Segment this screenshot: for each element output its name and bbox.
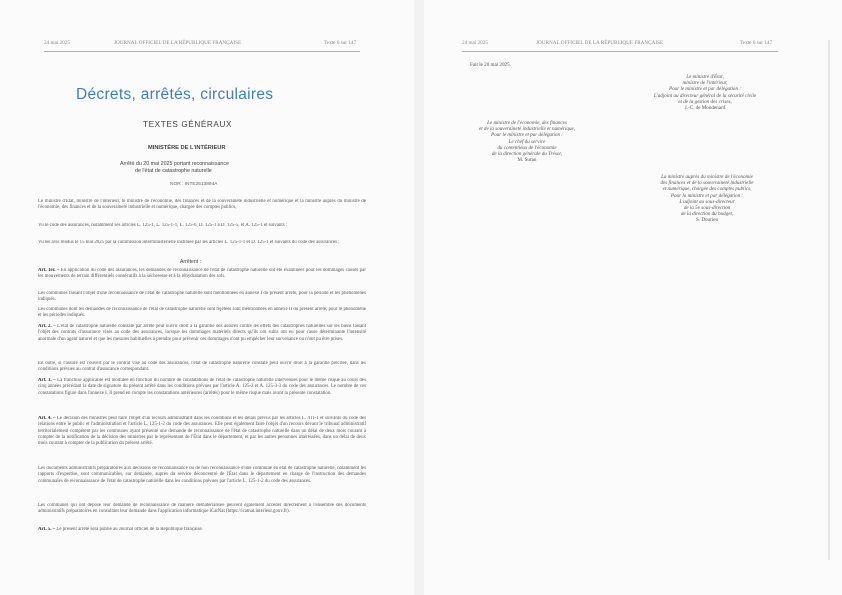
vu-code: Vu le code des assurances, notamment ses articles L. 125-1, L. 125-1-1, L. 125-6, D. 125-1 à D. 125-5, et A. 125-1 et suivants ; [38, 223, 288, 228]
sig-line: de la direction générale du Trésor, [491, 151, 563, 158]
header-journal: JOURNAL OFFICIEL DE LA RÉPUBLIQUE FRANÇAISE [114, 40, 242, 46]
textes-generaux: TEXTES GÉNÉRAUX [143, 120, 233, 129]
vu-avis: Vu les avis rendus le 15 mai 2025 par la commission interministérielle instituée par les articles L. 125-1-1 et D. 125-1 et suivants du code des assurances ; [38, 240, 340, 245]
signatory-name: M. Suran [517, 157, 537, 164]
header-journal: JOURNAL OFFICIEL DE LA RÉPUBLIQUE FRANÇAISE [536, 40, 664, 46]
signatory-name: J.-C. de Mondenard [684, 105, 726, 112]
preamble: Le ministre d'État, ministre de l'intérieur, le ministre de l'économie, des finances et de la souveraineté industrielle et numérique et la ministre auprès du ministre de l'économie, des finances et de la souveraineté industrielle et numérique, chargée des comptes publics, [38, 199, 366, 211]
sig-line: Pour le ministre et par délégation : [491, 132, 563, 139]
article-4-text: Le décision des ministres peut faire l'objet d'un recours administratif dans les conditions et les délais prévus par les articles L. 411-1 et suivants du code des relations entre le public et l'administration et l'article L. 125-1-2 du code des assurances. Elle peut également faire l'objet d'un recours devant le tribunal administratif territorialement compétent par les communes ayant présenté une demande de reconnaissance de l'état de catastrophe naturelle dans un délai de deux mois courant à compter de la notification de la décision des ministres par le représentant de l'État dans le département, et par les autres personnes intéressées, dans un délai de deux mois courant à compter de la publication du présent arrêté. [38, 416, 366, 447]
left-page [0, 0, 414, 595]
sig-line: L'adjoint au directeur général de la sécurité civile [653, 92, 757, 99]
sig-line: de la direction du budget, [680, 211, 734, 218]
article-3-label: Art. 3. – [38, 378, 56, 383]
header-date: 24 mai 2025 [44, 40, 70, 46]
sig-line: de la 5e sous-direction [683, 205, 731, 212]
sig-line: Le ministre d'État, [686, 74, 724, 80]
header-rule [44, 51, 360, 52]
signature-comptes-publics [622, 174, 792, 224]
header-rule [462, 51, 778, 52]
article-2-label: Art. 2. – [38, 324, 56, 329]
sig-line: et de la gestion des crises, [678, 98, 732, 105]
sig-line: et numérique, chargée des comptes publics, [662, 186, 752, 193]
arrete-title-line2: de l'état de catastrophe naturelle [135, 168, 212, 174]
article-1-text: En application du code des assurances, les demandes de reconnaissance de l'état de catastrophe naturelle ont été examinées pour les dommages causés par les mouvements de terrain différentiels consécutifs à la sécheresse et à la réhydratation des sols. [38, 268, 366, 280]
article-4-p3: Les communes qui ont déposé leur demande de reconnaissance de manière dématérialisée peuvent également accéder directement à l'ensemble des documents administratifs préparatoires en consultant leur demande dans l'application informatique iCatNat (https://icatnat.interieur.gouv.fr). [38, 503, 366, 515]
arrete-title-line1: Arrêté du 20 mai 2025 portant reconnaissance [120, 161, 229, 167]
article-5 [38, 527, 366, 534]
sig-line: Le chef du service [508, 138, 546, 145]
article-2-text: L'état de catastrophe naturelle constaté par arrêté peut ouvrir droit à la garantie des assurés contre les effets des catastrophes naturelles sur les biens faisant l'objet des contrats d'assurance visés au code des assurances, lorsque les dommages matériels directs qu'ils ont subis ont eu pour cause déterminante l'intensité anormale d'un agent naturel et que les mesures habituelles à prendre pour prévenir ces dommages n'ont pu empêcher leur survenance ou n'ont pu être prises. [38, 324, 366, 342]
right-page [424, 0, 842, 595]
sig-line: L'adjoint au sous-directeur [679, 198, 735, 205]
ministere-heading: MINISTÈRE DE L'INTÉRIEUR [148, 145, 226, 151]
sig-line: des finances et de la souveraineté industrielle [660, 180, 754, 187]
article-5-label: Art. 5. – [38, 527, 56, 532]
section-title: Décrets, arrêtés, circulaires [76, 86, 274, 103]
nor-reference: NOR : INTE2513894A [170, 182, 218, 187]
fait-le: Fait le 20 mai 2025. [470, 62, 511, 68]
signatory-name: S. Dourieu [695, 217, 719, 224]
article-5-text: Le présent arrêté sera publié au Journal officiel de la République française. [56, 527, 203, 532]
article-3-text: La franchise applicable est modulée en fonction du nombre de constatations de l'état de catastrophe naturelle intervenues pour le même risque au cours des cinq années précédant la date de signature du présent arrêté dans les conditions prévues par l'article A. 125-2 et A. 125-3-3 du code des assurances. Le nombre de ces constatations figure dans l'annexe I. Il prend en compte les constatations antérieures (arrêtés) pour le même risque mais avant la présente constatation. [38, 378, 366, 396]
signature-economie [442, 120, 612, 163]
sig-line: Pour la ministre et par délégation : [670, 192, 744, 199]
sig-line: Pour le ministre et par délégation : [669, 86, 741, 93]
article-1 [38, 268, 366, 287]
article-4 [38, 416, 366, 460]
article-1-p3: Les communes dont les demandes de reconnaissance de l'état de catastrophe naturelle sont rejetées sont mentionnées en annexe II du présent arrêté, pour le phénomène et les périodes indiqués. [38, 307, 366, 319]
signature-interieur [620, 74, 790, 111]
sig-line: ministre de l'intérieur, [682, 80, 728, 87]
article-4-label: Art. 4. – [38, 416, 56, 421]
arretent: Arrêtent : [180, 259, 201, 265]
article-4-p2: Les documents administratifs préparatoires aux décisions de reconnaissance ou de non reconnaissance d'une commune en état de catastrophe naturelle, notamment les rapports d'expertise, sont communicables, sur demande, auprès du service déconcentré de l'État dans le département en charge de l'instruction des demandes communales de reconnaissance de l'état de catastrophe naturelle dans les conditions prévues par l'article L. 125-1-2 du code des assurances. [38, 466, 366, 484]
sig-line: du contentieux de l'économie [497, 144, 557, 151]
header-date: 24 mai 2025 [462, 40, 488, 46]
header-text-ref: Texte 6 sur 147 [324, 40, 357, 46]
article-2 [38, 324, 366, 356]
sig-line: et de la souveraineté industrielle et numérique, [478, 126, 576, 133]
page-edge [828, 40, 830, 560]
article-3 [38, 378, 366, 410]
article-1-p2: Les communes faisant l'objet d'une reconnaissance de l'état de catastrophe naturelle sont mentionnées en annexe I du présent arrêté, pour la période et les phénomènes indiqués. [38, 291, 366, 303]
page-gutter [414, 0, 424, 595]
sig-line: La ministre auprès du ministre de l'économie [661, 174, 753, 180]
article-2-p2: En outre, si l'assuré est couvert par le contrat visé au code des assurances, l'état de catastrophe naturelle constaté peut ouvrir droit à la garantie précitée, dans les conditions prévues au contrat d'assurance correspondant. [38, 361, 366, 373]
article-1-label: Art. 1er. – [38, 268, 60, 273]
sig-line: Le ministre de l'économie, des finances [487, 120, 567, 126]
header-text-ref: Texte 6 sur 147 [740, 40, 773, 46]
